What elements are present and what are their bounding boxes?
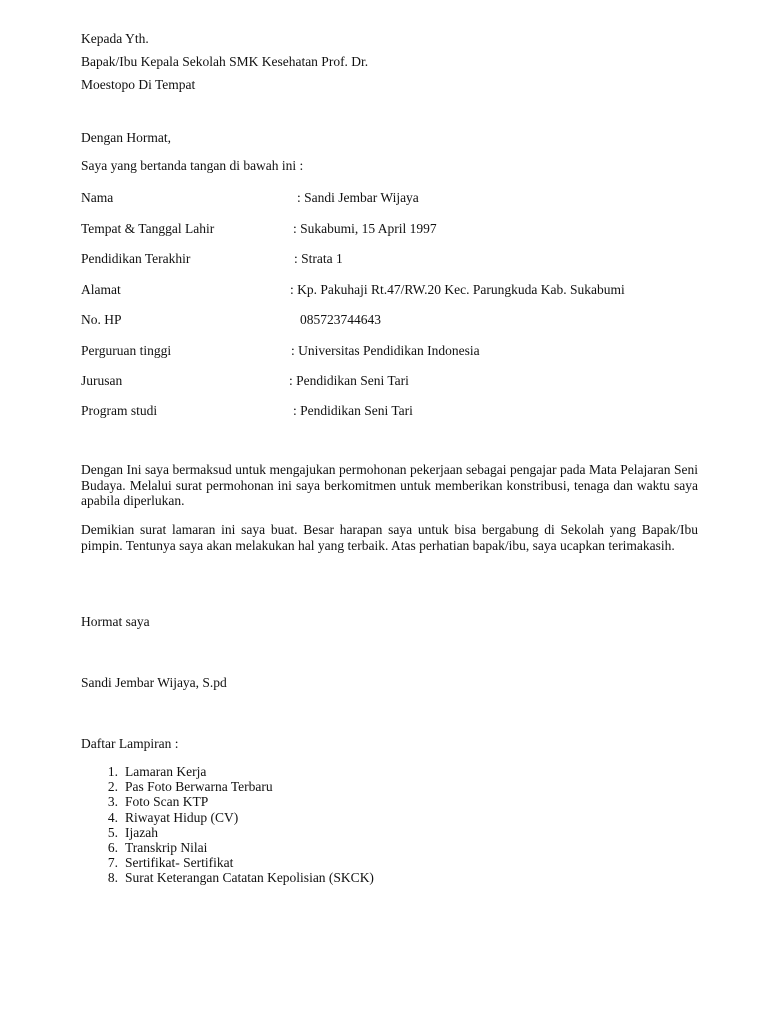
field-value-alamat: : Kp. Pakuhaji Rt.47/RW.20 Kec. Parungkuda Kab. Sukabumi: [290, 282, 625, 297]
field-value-ttl: : Sukabumi, 15 April 1997: [293, 221, 437, 236]
list-item-number: 8.: [107, 870, 118, 886]
recipient-line-1: Kepada Yth.: [81, 31, 149, 46]
field-value-pendidikan: : Strata 1: [294, 251, 343, 266]
field-label-pendidikan: Pendidikan Terakhir: [81, 251, 191, 266]
list-item-text: Surat Keterangan Catatan Kepolisian (SKCK): [125, 870, 374, 886]
list-item-number: 6.: [107, 839, 118, 855]
field-label-hp: No. HP: [81, 312, 122, 327]
recipient-line-2: Bapak/Ibu Kepala Sekolah SMK Kesehatan Prof. Dr.: [81, 54, 369, 69]
field-label-nama: Nama: [81, 190, 114, 205]
closing: Hormat saya: [81, 614, 150, 629]
list-item-number: 7.: [107, 855, 118, 871]
recipient-line-3: Moestopo Di Tempat: [81, 77, 196, 92]
field-value-nama: : Sandi Jembar Wijaya: [297, 190, 419, 205]
list-item-text: Transkrip Nilai: [125, 839, 208, 855]
list-item-text: Sertifikat- Sertifikat: [125, 855, 234, 871]
attachments-title: Daftar Lampiran :: [81, 736, 179, 751]
list-item-text: Foto Scan KTP: [125, 794, 209, 810]
field-value-hp: 085723744643: [300, 312, 381, 327]
field-label-perguruan: Perguruan tinggi: [81, 343, 172, 358]
list-item-number: 5.: [107, 824, 118, 840]
list-item-number: 1.: [107, 764, 118, 779]
field-label-prodi: Program studi: [81, 403, 158, 418]
list-item-text: Pas Foto Berwarna Terbaru: [125, 779, 273, 795]
list-item-text: Ijazah: [125, 824, 158, 840]
field-label-ttl: Tempat & Tanggal Lahir: [81, 221, 215, 236]
field-label-alamat: Alamat: [81, 282, 121, 297]
list-item-text: Lamaran Kerja: [125, 764, 207, 779]
greeting: Dengan Hormat,: [81, 130, 171, 145]
field-value-jurusan: : Pendidikan Seni Tari: [289, 373, 409, 388]
signature-name: Sandi Jembar Wijaya, S.pd: [81, 675, 227, 690]
list-item-text: Riwayat Hidup (CV): [125, 809, 239, 825]
body-paragraph-1: Dengan Ini saya bermaksud untuk mengajukan permohonan pekerjaan sebagai pengajar pada Mata Pelajaran Seni Budaya. Melalui surat permohonan ini saya berkomitmen untuk memberikan konstribusi, tenaga dan waktu saya apabila diperlukan.: [81, 462, 698, 508]
list-item-number: 2.: [107, 779, 118, 795]
body-paragraph-2: Demikian surat lamaran ini saya buat. Besar harapan saya untuk bisa bergabung di Sekolah yang Bapak/Ibu pimpin. Tentunya saya akan melakukan hal yang terbaik. Atas perhatian bapak/ibu, saya ucapkan terimakasih.: [81, 522, 698, 553]
field-value-perguruan: : Universitas Pendidikan Indonesia: [291, 343, 480, 358]
list-item-number: 4.: [107, 809, 118, 825]
field-label-jurusan: Jurusan: [81, 373, 123, 388]
list-item-number: 3.: [107, 794, 118, 810]
intro-text: Saya yang bertanda tangan di bawah ini :: [81, 158, 304, 173]
field-value-prodi: : Pendidikan Seni Tari: [293, 403, 413, 418]
